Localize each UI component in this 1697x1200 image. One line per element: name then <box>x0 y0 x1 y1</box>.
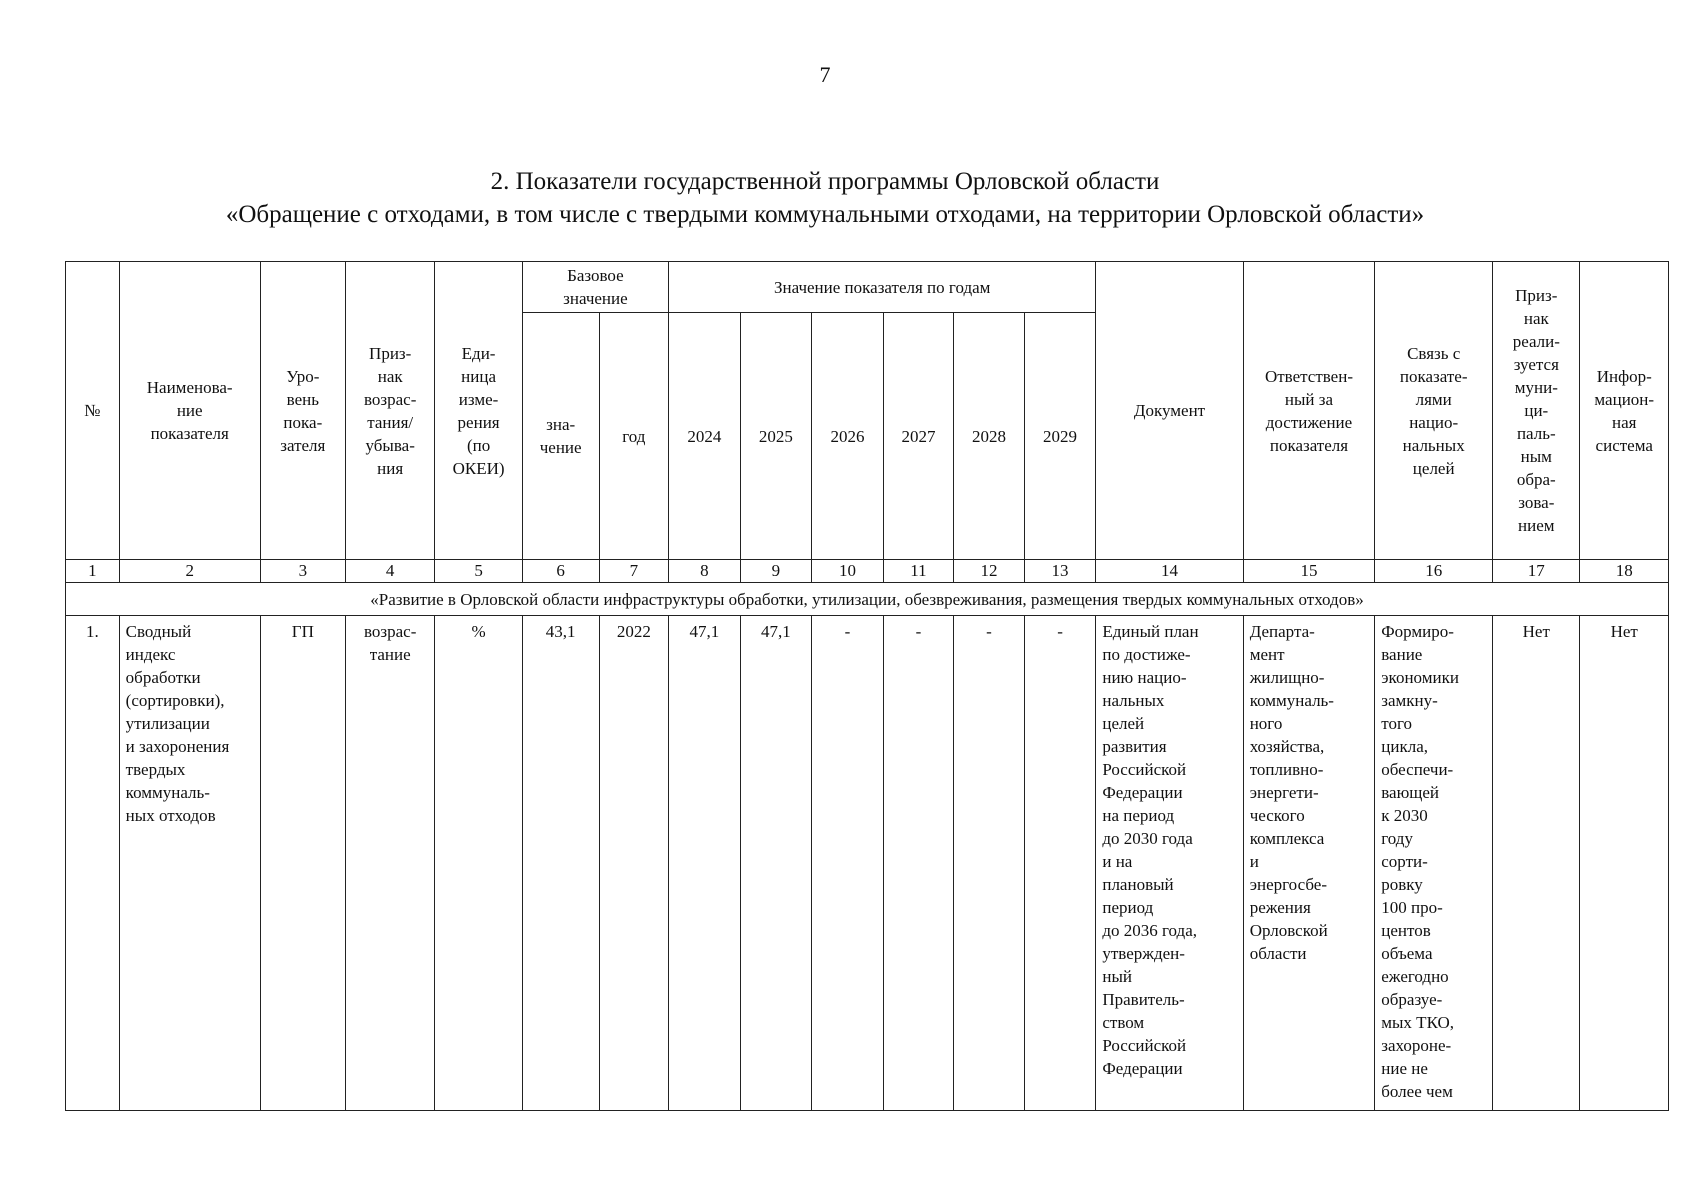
municipal-flag: Нет <box>1493 616 1580 1111</box>
col-header-infosystem: Инфор- мацион- ная система <box>1580 262 1669 560</box>
responsible-party: Департа- мент жилищно- коммуналь- ного хозяйства, топливно- энергети- ческого комплекса и энергосбе- режения Орловской области <box>1243 616 1375 1111</box>
column-number: 12 <box>954 560 1025 583</box>
title-line-1: 2. Показатели государственной программы Орловской области <box>490 168 1160 195</box>
column-number: 6 <box>522 560 599 583</box>
indicators-table <box>65 261 1669 1111</box>
col-header-year: 2025 <box>740 313 812 560</box>
col-header-year: 2028 <box>954 313 1025 560</box>
col-header-national-goals: Связь с показате- лями нацио- нальных целей <box>1375 262 1493 560</box>
col-header-base-year: год <box>599 313 668 560</box>
table-row <box>66 616 1669 1111</box>
col-header-year: 2027 <box>883 313 954 560</box>
col-header-base-value: зна- чение <box>522 313 599 560</box>
column-number: 1 <box>66 560 120 583</box>
column-number: 13 <box>1024 560 1096 583</box>
col-header-name: Наименова- ние показателя <box>119 262 260 560</box>
col-header-document: Документ <box>1096 262 1243 560</box>
column-number: 9 <box>740 560 812 583</box>
column-number: 8 <box>669 560 741 583</box>
indicator-unit: % <box>435 616 522 1111</box>
column-number: 3 <box>260 560 345 583</box>
year-value: 47,1 <box>669 616 741 1111</box>
column-number: 17 <box>1493 560 1580 583</box>
column-number: 11 <box>883 560 954 583</box>
infosystem-value: Нет <box>1580 616 1669 1111</box>
column-number: 5 <box>435 560 522 583</box>
col-header-trend: Приз- нак возрас- тания/ убыва- ния <box>345 262 434 560</box>
column-number: 16 <box>1375 560 1493 583</box>
document-reference: Единый план по достиже- нию нацио- нальных целей развития Российской Федерации на период до 2030 года и на плановый период до 2036 года, утвержден- ный Правитель- ством Российской Федерации <box>1096 616 1243 1111</box>
indicator-level: ГП <box>260 616 345 1111</box>
column-number: 2 <box>119 560 260 583</box>
column-number: 18 <box>1580 560 1669 583</box>
col-header-municipal: Приз- нак реали- зуется муни- ци- паль- ным обра- зова- нием <box>1493 262 1580 560</box>
col-header-year: 2029 <box>1024 313 1096 560</box>
base-value: 43,1 <box>522 616 599 1111</box>
section-row <box>66 583 1669 616</box>
col-header-year: 2024 <box>669 313 741 560</box>
header-row-1 <box>66 262 1669 313</box>
col-header-number: № <box>66 262 120 560</box>
col-header-years-group: Значение показателя по годам <box>669 262 1096 313</box>
title-line-2: «Обращение с отходами, в том числе с твердыми коммунальными отходами, на территории Орловской области» <box>225 201 1425 228</box>
col-header-responsible: Ответствен- ный за достижение показателя <box>1243 262 1375 560</box>
document-title <box>0 165 1650 231</box>
column-number: 10 <box>812 560 884 583</box>
column-number: 7 <box>599 560 668 583</box>
indicator-trend: возрас- тание <box>345 616 434 1111</box>
column-number: 14 <box>1096 560 1243 583</box>
base-year: 2022 <box>599 616 668 1111</box>
col-header-level: Уро- вень пока- зателя <box>260 262 345 560</box>
row-number: 1. <box>66 616 120 1111</box>
year-value: 47,1 <box>740 616 812 1111</box>
national-goals-link: Формиро- вание экономики замкну- того цикла, обеспечи- вающей к 2030 году сорти- ровку 100 про- центов объема ежегодно образуе- мых ТКО, захороне- ние не более чем <box>1375 616 1493 1111</box>
section-title: «Развитие в Орловской области инфраструктуры обработки, утилизации, обезвреживания, размещения твердых коммунальных отходов» <box>66 583 1669 616</box>
indicator-name: Сводный индекс обработки (сортировки), утилизации и захоронения твердых коммуналь- ных отходов <box>119 616 260 1111</box>
column-number: 4 <box>345 560 434 583</box>
column-number-row <box>66 560 1669 583</box>
column-number: 15 <box>1243 560 1375 583</box>
year-value: - <box>883 616 954 1111</box>
col-header-base-group: Базовое значение <box>522 262 668 313</box>
year-value: - <box>1024 616 1096 1111</box>
page-number: 7 <box>819 62 831 87</box>
col-header-year: 2026 <box>812 313 884 560</box>
col-header-unit: Еди- ница изме- рения (по ОКЕИ) <box>435 262 522 560</box>
year-value: - <box>812 616 884 1111</box>
year-value: - <box>954 616 1025 1111</box>
